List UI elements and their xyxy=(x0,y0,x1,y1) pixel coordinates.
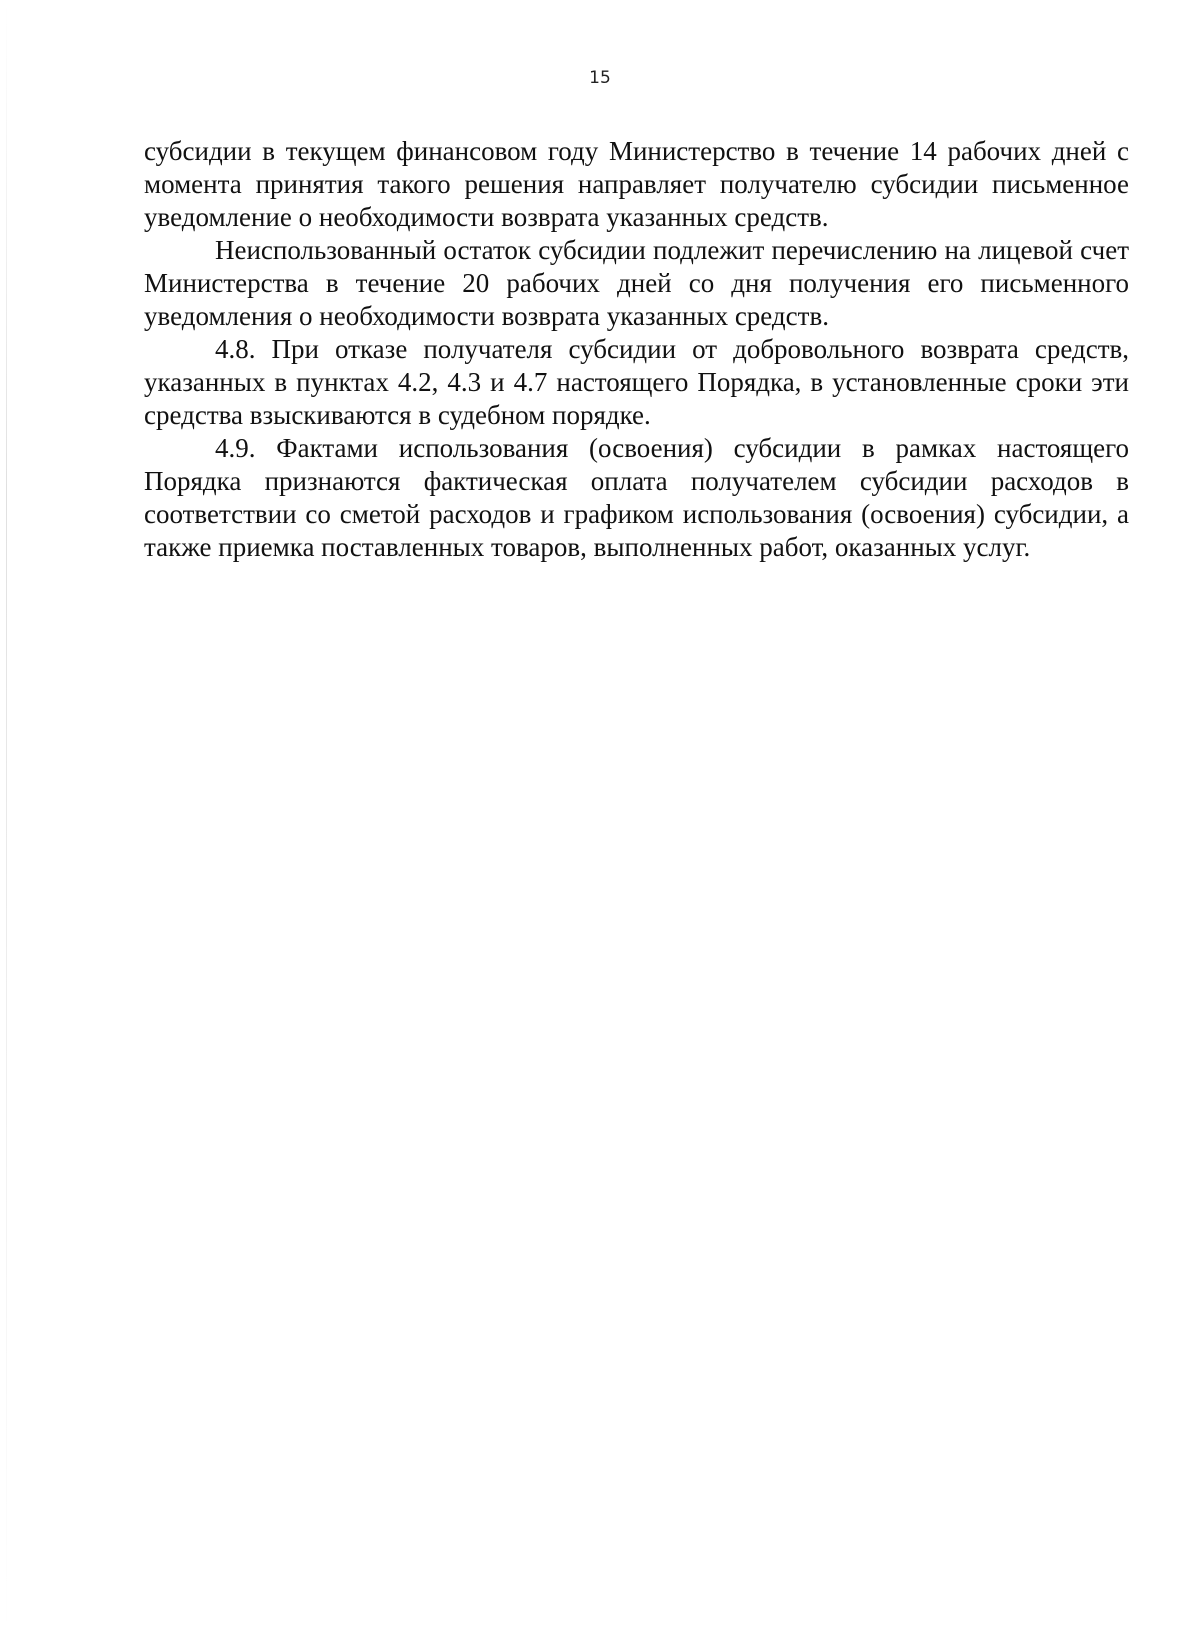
paragraph-clause-4-8: 4.8. При отказе получателя субсидии от добровольного возврата средств, указанных в пунктах 4.2, 4.3 и 4.7 настоящего Порядка, в установленные сроки эти средства взыскиваются в судебном порядке. xyxy=(144,334,1129,430)
scan-edge-shadow xyxy=(6,0,7,1640)
paragraph-continuation: субсидии в текущем финансовом году Министерство в течение 14 рабочих дней с момента принятия такого решения направляет получателю субсидии письменное уведомление о необходимости возврата указанных средств. xyxy=(144,136,1129,232)
paragraph-clause-4-9: 4.9. Фактами использования (освоения) субсидии в рамках настоящего Порядка признаются фактическая оплата получателем субсидии расходов в соответствии со сметой расходов и графиком использования (освоения) субсидии, а также приемка поставленных товаров, выполненных работ, оказанных услуг. xyxy=(144,433,1129,562)
paragraph-unused-balance: Неиспользованный остаток субсидии подлежит перечислению на лицевой счет Министерства в течение 20 рабочих дней со дня получения его письменного уведомления о необходимости возврата указанных средств. xyxy=(144,235,1129,331)
document-body xyxy=(144,135,1129,564)
page-number: 15 xyxy=(589,68,611,88)
